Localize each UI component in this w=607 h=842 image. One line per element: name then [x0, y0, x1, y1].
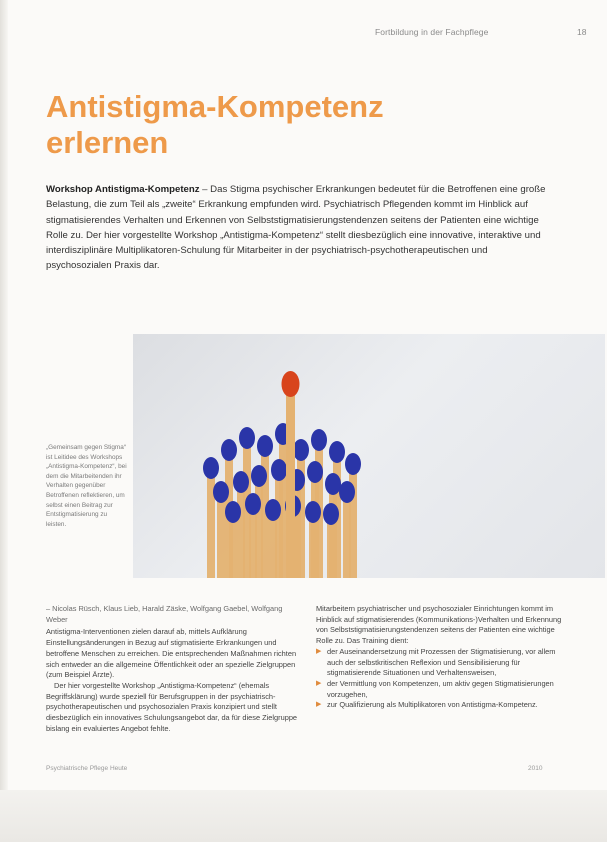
list-item: ▶ der Vermittlung von Kompetenzen, um aktiv gegen Stigmatisierungen vorzugehen, — [316, 678, 554, 699]
match-head-blue — [323, 503, 339, 525]
match-head-blue — [293, 439, 309, 461]
matchstick — [269, 516, 277, 578]
article-intro — [46, 182, 552, 274]
match-head-blue — [311, 429, 327, 451]
footer-publication: Psychiatrische Pflege Heute — [46, 765, 128, 772]
matches-illustration — [133, 334, 605, 578]
matchstick — [309, 518, 317, 578]
left-column — [46, 604, 298, 734]
page-number: 18 — [577, 27, 587, 37]
match-head-blue — [251, 465, 267, 487]
article-authors: – Nicolas Rüsch, Klaus Lieb, Harald Zäske, Wolfgang Gaebel, Wolfgang Weber — [46, 604, 283, 624]
match-head-blue — [339, 481, 355, 503]
match-head-red — [282, 371, 300, 397]
red-matchstick — [286, 390, 295, 578]
match-head-blue — [239, 427, 255, 449]
matchstick — [327, 520, 335, 578]
intro-lead: Workshop Antistigma-Kompetenz — [46, 184, 200, 195]
matchstick — [249, 510, 257, 578]
match-head-blue — [329, 441, 345, 463]
match-head-blue — [233, 471, 249, 493]
article-title: Antistigma-Kompetenz erlernen — [46, 89, 384, 160]
right-paragraph: Mitarbeitern psychiatrischer und psychosozialer Einrichtungen kommt im Hinblick auf stigmatisierendes (Kommunikations-)Verhalten und Erkennung von Selbststigmatisierungstendenzen seitens der Patienten eine wichtige Rolle zu. Das Training dient: — [316, 604, 562, 646]
training-goals-list — [316, 647, 568, 711]
matchstick — [217, 498, 225, 578]
bullet-arrow-icon: ▶ — [316, 701, 322, 709]
scan-bottom-area — [0, 790, 607, 842]
match-head-blue — [305, 501, 321, 523]
match-head-blue — [213, 481, 229, 503]
matchstick — [229, 518, 237, 578]
match-head-blue — [245, 493, 261, 515]
matches-photo — [133, 334, 605, 578]
intro-text: – Das Stigma psychischer Erkrankungen bedeutet für die Betroffenen eine große Belastung, die zum Teil als „zweite“ Erkrankung empfunden wird. Psychiatrisch Pflegenden kommt im Hinblick auf stigmatisierendes Verhalten und Erkennen von Selbststigmatisierungstendenzen seitens der Patienten eine wichtige Rolle zu. Der hier vorgestellte Workshop „Antistigma-Kompetenz“ stellt diesbezüglich eine innovative, interaktive und interdisziplinäre Multiplikatoren-Schulung für Mitarbeiter in der psychiatrisch-psychotherapeutischen und psychosozialen Praxis dar. — [46, 184, 546, 272]
bullet-arrow-icon: ▶ — [316, 679, 322, 687]
left-paragraph-1: Antistigma-Interventionen zielen darauf ab, mittels Aufklärung Einstellungsänderungen in Bezug auf stigmatisierte Erkrankungen und betroffene Menschen zu erreichen. Die entsprechenden Maßnahmen richten sich entweder an die allgemeine Öffentlichkeit oder an spezielle Zielgruppen (zum Beispiel Ärzte). — [46, 627, 297, 680]
list-item: ▶ der Auseinandersetzung mit Prozessen der Stigmatisierung, vor allem auch der selbstkritischen Reflexion und Sensibilisierung für stigmatisierende Situationen und Verhaltensweisen, — [316, 646, 556, 678]
match-head-blue — [271, 459, 287, 481]
bullet-arrow-icon: ▶ — [316, 647, 322, 655]
match-head-blue — [221, 439, 237, 461]
footer-year: 2010 — [528, 765, 543, 772]
match-head-blue — [345, 453, 361, 475]
running-header: Fortbildung in der Fachpflege — [375, 27, 489, 37]
match-head-blue — [265, 499, 281, 521]
match-head-blue — [257, 435, 273, 457]
match-head-blue — [307, 461, 323, 483]
page-binding-edge — [0, 0, 8, 842]
left-paragraph-2: Der hier vorgestellte Workshop „Antistigma-Kompetenz“ (ehemals Begriffsklärung) wurde speziell für Berufsgruppen in der psychiatrisch-psychotherapeutischen und psychosozialen Praxis konzipiert und stellt diesbezüglich ein innovatives Schulungsangebot dar, da für diese Zielgruppe bislang ein evaluiertes Angebot fehlte. — [46, 680, 298, 733]
match-head-blue — [325, 473, 341, 495]
matchstick — [237, 488, 245, 578]
right-column — [316, 604, 568, 711]
matchstick — [343, 498, 351, 578]
list-item: ▶ zur Qualifizierung als Multiplikatoren von Antistigma-Kompetenz. — [316, 700, 538, 710]
match-head-blue — [225, 501, 241, 523]
photo-caption: „Gemeinsam gegen Stigma“ ist Leitidee des Workshops „Antistigma-Kompetenz“, bei dem die Mitarbeitenden ihr Verhalten gegenüber Betroffenen reflektieren, um selbst einen Beitrag zur Entstigmatisierung zu leisten. — [46, 444, 127, 528]
match-head-blue — [203, 457, 219, 479]
